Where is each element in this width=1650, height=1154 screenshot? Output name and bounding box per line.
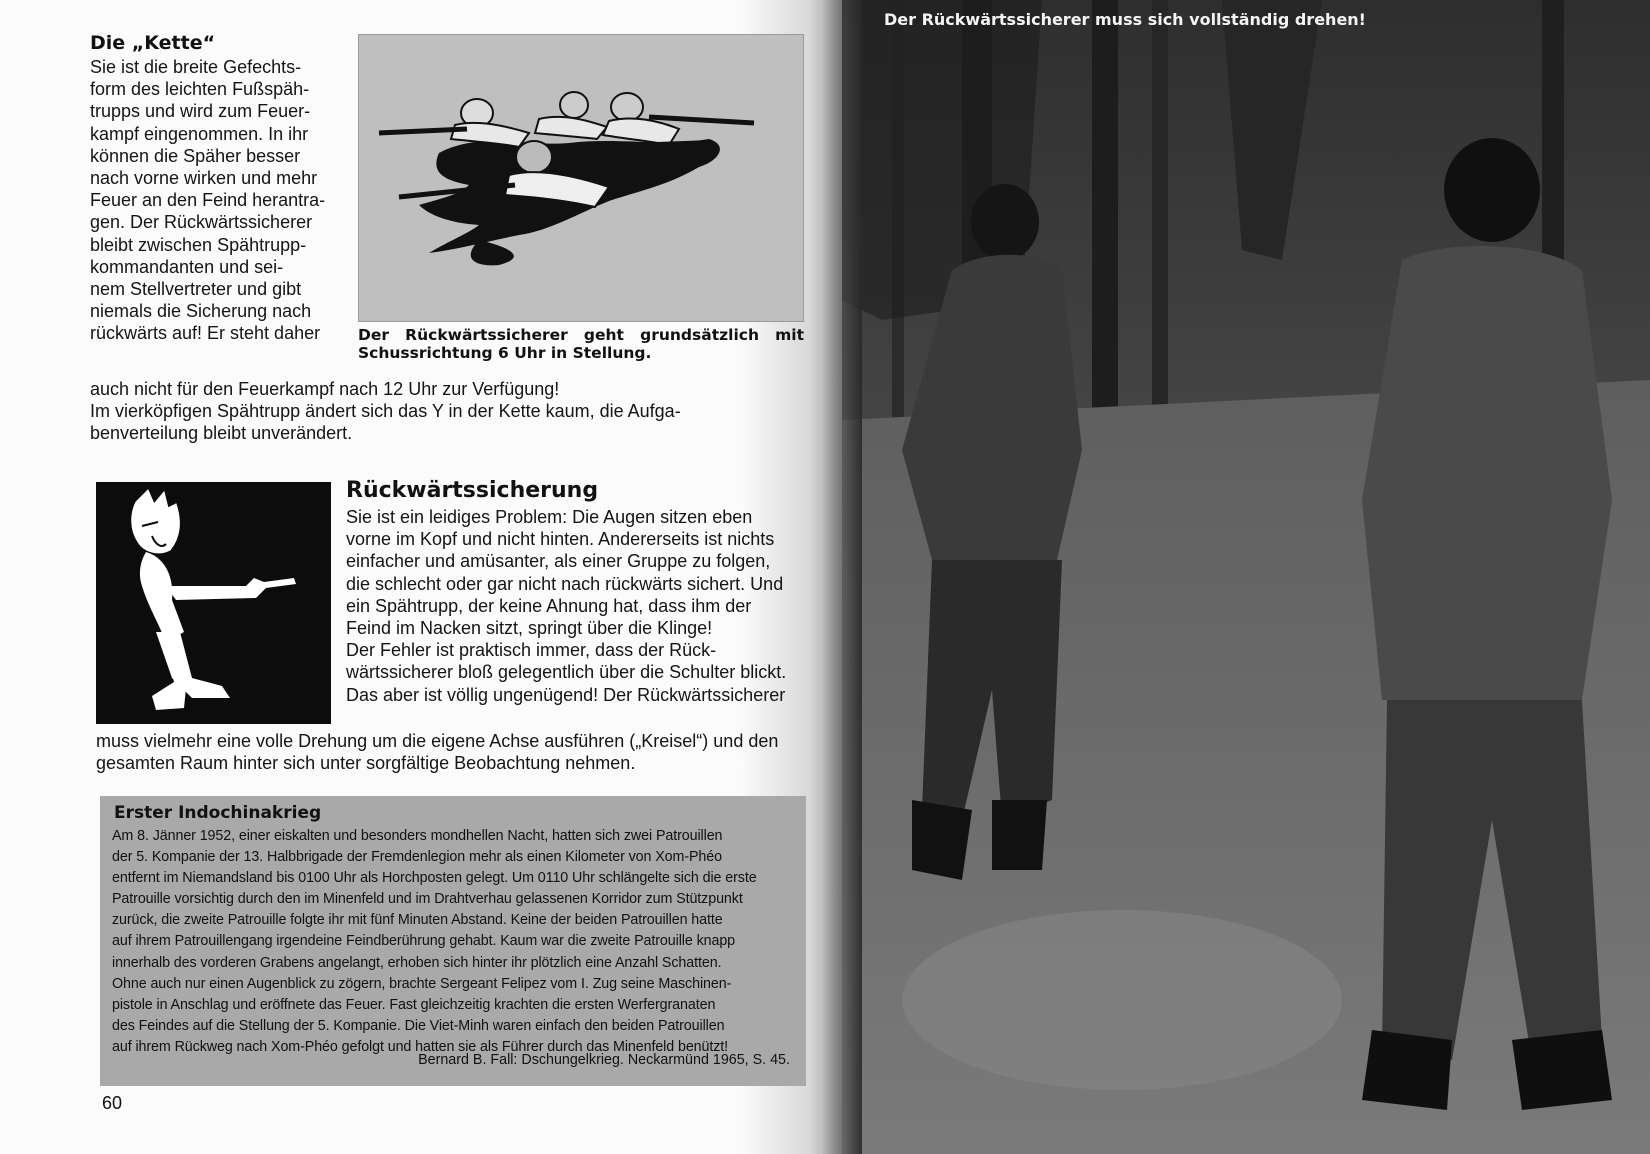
figure1-caption: Der Rückwärtssicherer geht grundsätzlich mit Schussrichtung 6 Uhr in Stellung. (358, 326, 804, 362)
info-box-title: Erster Indochinakrieg (114, 803, 322, 823)
right-page-photo (842, 0, 1650, 1154)
info-box-source: Bernard B. Fall: Dschungelkrieg. Neckarmünd 1965, S. 45. (418, 1052, 790, 1068)
kette-wrapped-text: Sie ist die breite Gefechts- form des leichten Fußspäh- trupps und wird zum Feuer- kampf eingenommen. In ihr können die Späher besser nach vorne wirken und mehr Feuer an den Feind herantra- gen. Der Rückwärtssicherer bleibt zwischen Spähtrupp- kommandanten und sei- nem Stellvertreter und gibt niemals die Sicherung nach rückwärts auf! Er steht daher (90, 57, 326, 344)
figure-cartoon-soldier (96, 482, 331, 724)
heading-rueckwaertssicherung: Rückwärtssicherung (346, 478, 599, 503)
rueck-full-text: muss vielmehr eine volle Drehung um die eigene Achse ausführen („Kreisel“) und den gesamten Raum hinter sich unter sorgfältige Beobachtung nehmen. (96, 731, 779, 774)
photo-caption: Der Rückwärtssicherer muss sich vollständig drehen! (884, 10, 1366, 29)
rueck-wrapped-text: Sie ist ein leidiges Problem: Die Augen sitzen eben vorne im Kopf und nicht hinten. Andererseits ist nichts einfacher und amüsanter, als einer Gruppe zu folgen, die schlecht oder gar nicht nach rückwärts sichert. Und ein Spähtrupp, der keine Ahnung hat, dass ihm der Feind im Nacken sitzt, springt über die Klinge! Der Fehler ist praktisch immer, dass der Rück- wärtssicherer bloß gelegentlich über die Schulter blickt. Das aber ist völlig ungenügend! Der Rückwärtssicherer (346, 507, 787, 705)
heading-kette: Die „Kette“ (90, 32, 216, 54)
info-box-text: Am 8. Jänner 1952, einer eiskalten und besonders mondhellen Nacht, hatten sich zwei Patrouillen der 5. Kompanie der 13. Halbbrigade der Fremdenlegion mehr als einen Kilometer von Xom-Phéo entfernt im Niemandsland bis 0100 Uhr als Horchposten gelegt. Um 0110 Uhr schlängelte sich die erste Patrouille vorsichtig durch den im Minenfeld und im Drahtverhau gelassenen Korridor zum Stützpunkt zurück, die zweite Patrouille folgte ihr mit fünf Minuten Abstand. Keine der beiden Patrouillen hatte auf ihrem Patrouillengang irgendeine Feindberührung gehabt. Kaum war die zweite Patrouille knapp innerhalb des vorderen Grabens angelangt, erhoben sich hinter ihr plötzlich eine Anzahl Schatten. Ohne auch nur einen Augenblick zu zögern, brachte Sergeant Felipez vom I. Zug seine Maschinen- pistole in Anschlag und eröffnete das Feuer. Fast gleichzeitig krachten die ersten Werfergranaten des Feindes auf die Stellung der 5. Kompanie. Die Viet-Minh waren einfach den beiden Patrouillen auf ihrem Rückweg nach Xom-Phéo gefolgt und hatten sie als Führer durch das Minenfeld benützt! (112, 828, 757, 1055)
kette-full-text: auch nicht für den Feuerkampf nach 12 Uhr zur Verfügung! Im vierköpfigen Spähtrupp ändert sich das Y in der Kette kaum, die Aufga- benverteilung bleibt unverändert. (90, 379, 681, 444)
soldiers-drawing (359, 35, 803, 321)
figure-soldiers-illustration (358, 34, 804, 322)
cartoon-drawing (96, 482, 331, 724)
book-gutter (822, 0, 862, 1154)
page-number: 60 (102, 1093, 123, 1113)
soldiers-in-forest-photo (842, 0, 1650, 1154)
